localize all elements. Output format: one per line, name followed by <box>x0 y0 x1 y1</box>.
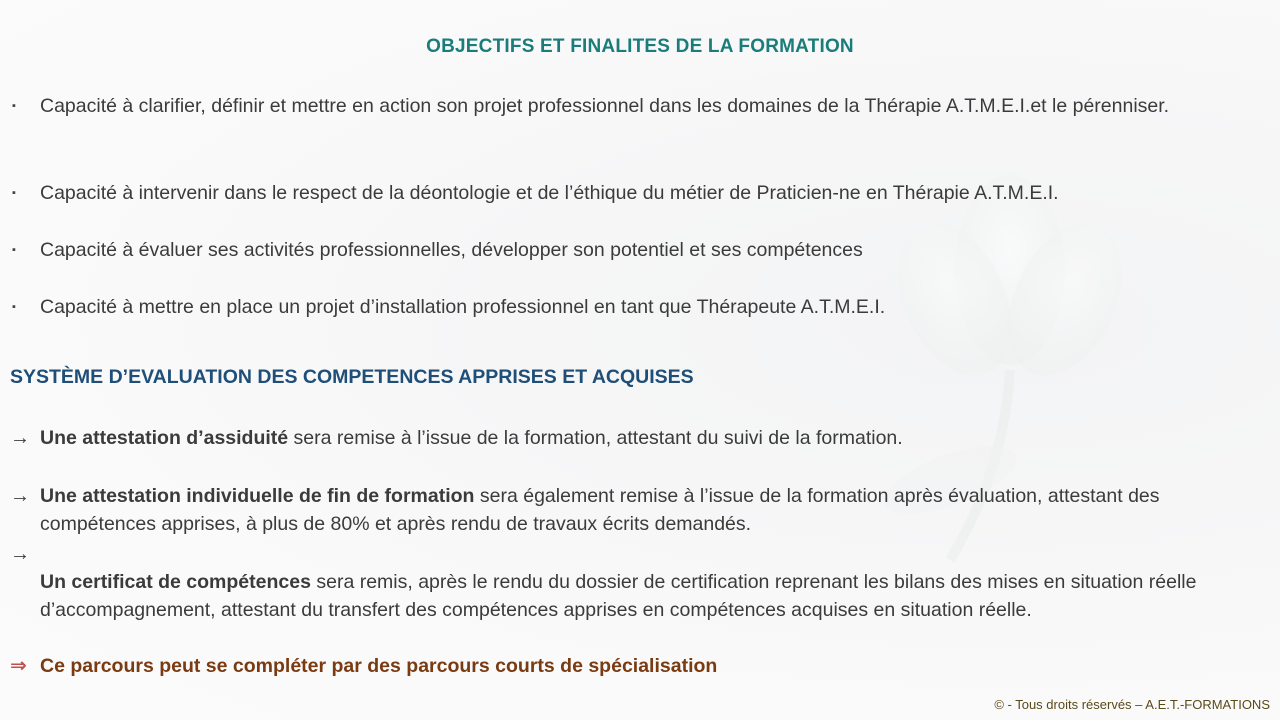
square-bullet-icon: ▪ <box>12 187 16 199</box>
arrow-right-icon: → <box>10 485 30 507</box>
conclusion-text: Ce parcours peut se compléter par des parcours courts de spécialisation <box>40 655 718 677</box>
evaluation-text: sera également remise à l’issue de la formation après évaluation, attestant des compétences apprises, à plus de 80% et après rendu de travaux écrits demandés. <box>40 485 1160 535</box>
list-item <box>10 179 1220 207</box>
list-item <box>10 236 1220 264</box>
objective-text: Capacité à intervenir dans le respect de la déontologie et de l’éthique du métier de Praticien-ne en Thérapie A.T.M.E.I. <box>40 182 1059 204</box>
objective-text: Capacité à mettre en place un projet d’installation professionnel en tant que Thérapeute A.T.M.E.I. <box>40 296 886 318</box>
square-bullet-icon: ▪ <box>12 100 16 112</box>
evaluation-bold: Un certificat de compétences <box>40 571 311 593</box>
evaluation-item <box>10 568 1270 624</box>
arrow-right-icon: → <box>10 427 30 449</box>
arrow-right-icon: → <box>10 543 30 565</box>
evaluation-item <box>10 482 1270 538</box>
list-item <box>10 293 1220 321</box>
evaluation-text: sera remis, après le rendu du dossier de certification reprenant les bilans des mises en situation réelle d’accompagnement, attestant du transfert des compétences apprises en compétences acquises en situation réelle. <box>40 571 1197 621</box>
evaluation-item <box>10 424 1270 452</box>
objective-text: Capacité à évaluer ses activités professionnelles, développer son potentiel et ses compétences <box>40 239 863 261</box>
square-bullet-icon: ▪ <box>12 244 16 256</box>
double-arrow-right-icon: ⇒ <box>10 655 27 677</box>
evaluation-bold: Une attestation d’assiduité <box>40 427 289 449</box>
evaluation-bold: Une attestation individuelle de fin de formation <box>40 485 475 507</box>
objective-text: Capacité à clarifier, définir et mettre en action son projet professionnel dans les domaines de la Thérapie A.T.M.E.I.et le pérenniser. <box>40 95 1170 117</box>
evaluation-text: sera remise à l’issue de la formation, attestant du suivi de la formation. <box>288 427 903 449</box>
page-title: OBJECTIFS ET FINALITES DE LA FORMATION <box>426 36 854 57</box>
conclusion <box>10 652 717 680</box>
list-item <box>10 92 1220 120</box>
copyright-footer: © - Tous droits réservés – A.E.T.-FORMATIONS <box>994 697 1270 712</box>
section-heading: SYSTÈME D’EVALUATION DES COMPETENCES APPRISES ET ACQUISES <box>10 366 694 388</box>
square-bullet-icon: ▪ <box>12 301 16 313</box>
